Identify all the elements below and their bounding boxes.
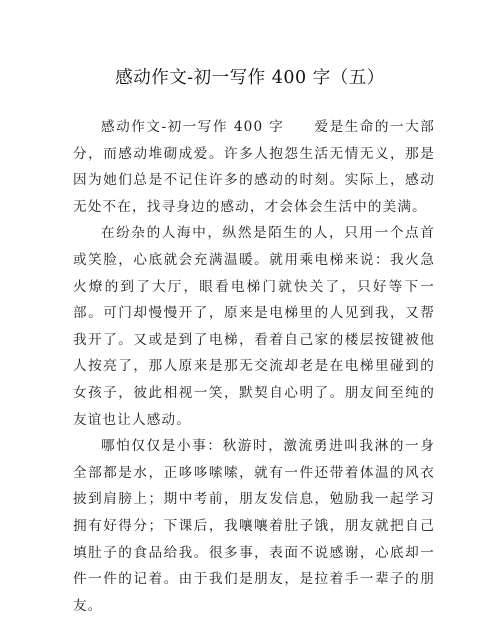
document-title: 感动作文-初一写作 400 字（五） xyxy=(115,68,385,88)
document-body xyxy=(73,114,435,619)
paragraph-3: 哪怕仅仅是小事：秋游时，激流勇进叫我淋的一身全部都是水，正哆哆嗦嗦，就有一件还带着体温的风衣披到肩膀上；期中考前，朋友发信息，勉励我一起学习拥有好得分；下课后，我嚷嚷着肚子饿，朋友就把自己填肚子的食品给我。很多事，表面不说感谢，心底却一件一件的记着。由于我们是朋友，是拉着手一辈子的朋友。 xyxy=(73,438,435,614)
paragraph-1: 感动作文-初一写作 400 字 爱是生命的一大部分，而感动堆砌成爱。许多人抱怨生活无情无义，那是因为她们总是不记住许多的感动的时刻。实际上，感动无处不在，找寻身边的感动，才会体会生活中的美满。 xyxy=(73,119,435,215)
paragraph-2: 在纷杂的人海中，纵然是陌生的人，只用一个点首或笑脸，心底就会充满温暖。就用乘电梯来说：我火急火燎的到了大厅，眼看电梯门就快关了，只好等下一部。可门却慢慢开了，原来是电梯里的人见到我，又帮我开了。又或是到了电梯，看着自己家的楼层按键被他人按亮了，那人原来是那无交流却老是在电梯里碰到的女孩子，彼此相视一笑，默契自心明了。朋友间至纯的友谊也让人感动。 xyxy=(73,225,435,428)
